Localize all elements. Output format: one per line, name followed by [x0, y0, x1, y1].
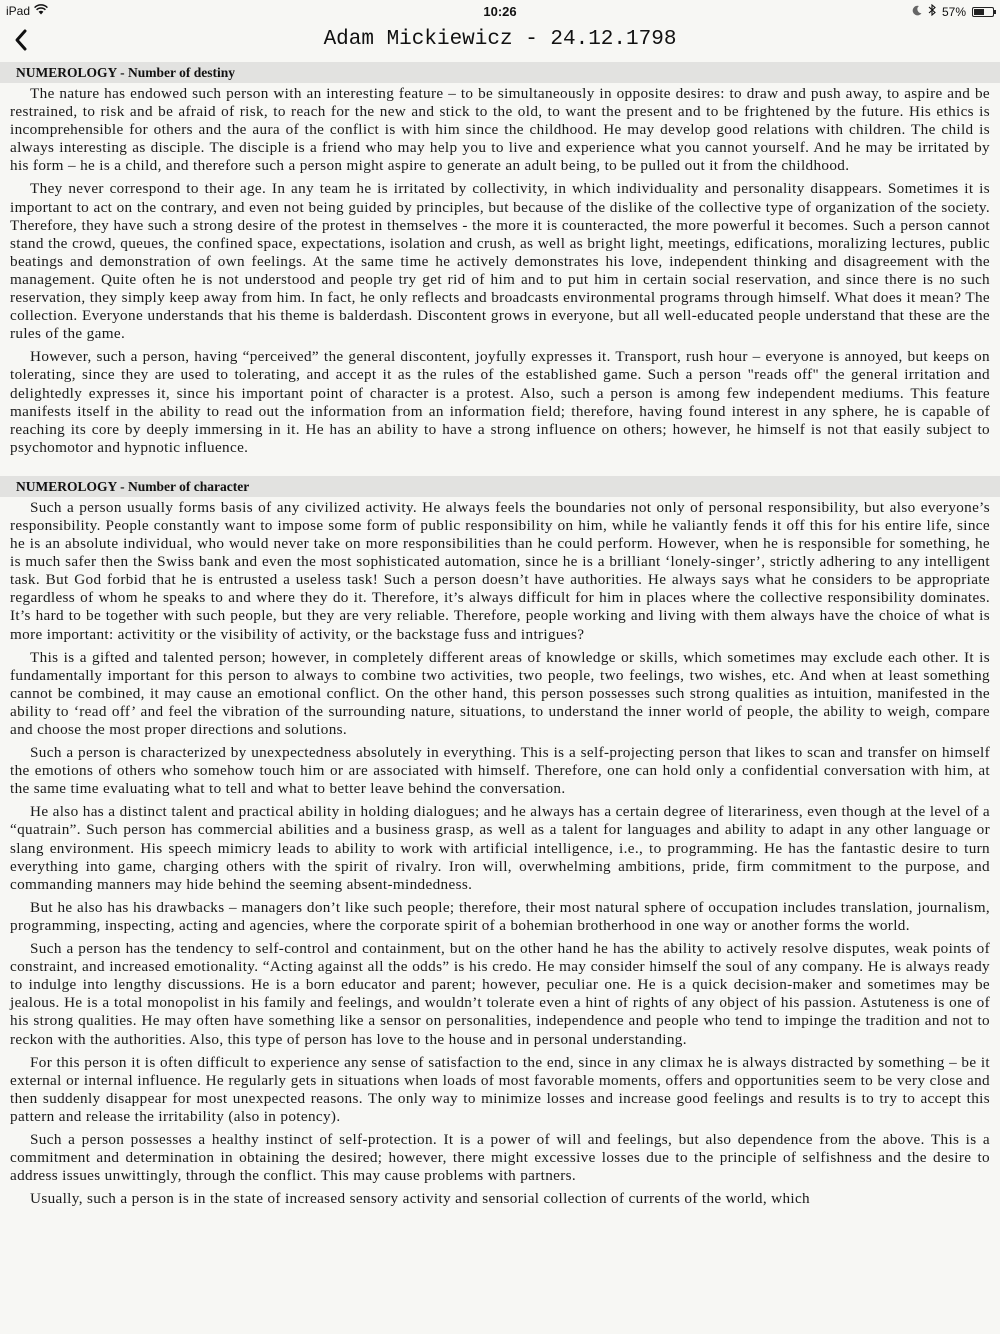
section-header: NUMEROLOGY - Number of destiny: [0, 62, 1000, 83]
paragraph: The nature has endowed such person with an interesting feature – to be simultaneously in opposite desires: to draw and push away, to aspire and be restrained, to risk and be afraid of risk, to reach for the new and stick to the old, to want the present and to be frightened by the future. His ethics is incomprehensible for others and the aura of the conflict is with him since the childhood. He may develop good relations with children. The child is always interesting as disciple. The disciple is a friend who may help you to live and experience what you cannot yourself. And he may be irritated by his form – he is a child, and therefore such a person might aspire to generate an adult being, to be pulled out it from the childhood.: [10, 85, 990, 175]
battery-percent: 57%: [941, 4, 966, 19]
page-title: Adam Mickiewicz - 24.12.1798: [323, 28, 677, 51]
moon-icon: [912, 5, 922, 19]
paragraph: He also has a distinct talent and practical ability in holding dialogues; and he always has a certain degree of literariness, even though at the level of a “quatrain”. Such person has commercial abilities and a business grasp, as well as a talent for languages and ability to adapt in any other language or slang environment. His speech mimicry leads to ability to work with artificial intelligence, i.e., to programming. He has the fantastic desire to turn everything into game, charging others with the spirit of rivalry. Iron will, overwhelming ambitions, pride, firm commitment to the purpose, and commanding manners may hide behind the seeming absent-mindedness.: [10, 803, 990, 893]
status-right: [912, 4, 994, 19]
section-destiny: [0, 62, 1000, 470]
battery-icon: [972, 7, 994, 17]
status-time: 10:26: [483, 4, 517, 19]
section-character: [0, 476, 1000, 1221]
paragraph: Usually, such a person is in the state of increased sensory activity and sensorial collection of currents of the world, which: [30, 1190, 810, 1208]
paragraph: However, such a person, having “perceived” the general discontent, joyfully expresses it. Transport, rush hour – everyone is annoyed, but keeps on tolerating, since they are used to tolerating, and accept it as the rules of the established game. Such a person "reads off" the general irritation and delightedly expresses it, since his important point of character is a protest. Also, such a person is among few independent mediums. This feature manifests itself in the ability to read out the information from an information field; therefore, having found interest in any sphere, he is capable of reaching its core by deeply immersing in it. He has an ability to have a strong influence on others; however, he himself is not that easily subject to psychomotor and hypnotic influence.: [10, 348, 990, 456]
content-scroll-area[interactable]: [0, 62, 1000, 1334]
navigation-bar: [0, 22, 1000, 62]
bluetooth-icon: [928, 4, 936, 19]
paragraph: For this person it is often difficult to experience any sense of satisfaction to the end, since in any climax he is always distracted by something – be it external or internal influence. He regularly gets in situations when loads of most favorable moments, offers and opportunities seem to be very close and then suddenly disappear for most unexpected reasons. The only way to minimize losses and increase good feelings and results is to try to accept this pattern and release the irritability (also in potency).: [10, 1053, 990, 1125]
status-bar: [0, 0, 1000, 22]
paragraph: Such a person has the tendency to self-control and containment, but on the other hand he has the ability to actively resolve disputes, weak points of constraint, and increased emotionality. “Acting against all the odds” is his credo. He may consider himself the soul of any company. He is always ready to indulge into lengthy discussions. He is a born educator and parent; however, peculiar one. He is a quick decision-maker and sometimes may be jealous. He is a total monopolist in his family and feelings, and wouldn’t tolerate even a hint of rights of any object of his passion. Astuteness is one of his strong qualities. He may often have something like a sensor on personalities, independence and people who tend to impinge the tradition and not to reckon with the authorities. Also, this type of person has love to the house and in personal understanding.: [10, 940, 990, 1048]
section-body: [0, 83, 1000, 470]
paragraph: This is a gifted and talented person; however, in completely different areas of knowledge or skills, which sometimes may exclude each other. It is fundamentally important for this person to always to combine two activities, two people, two feelings, two wishes, etc. And when at least something cannot be combined, it may cause an emotional conflict. On the other hand, this person possesses such strong qualities as intuition, manifested in the ability to ‘read off’ and feel the vibration of the surrounding nature, situations, to understand the inner world of people, the ability to weigh, compare and choose the most proper directions and solutions.: [10, 648, 990, 738]
battery-level: [974, 9, 984, 15]
paragraph: Such a person possesses a healthy instinct of self-protection. It is a power of will and feelings, but also dependence from the above. This is a commitment and determination in obtaining the desired; however, there might excessive losses due to the principle of selfishness and the desire to address issues unwittingly, through the conflict. This may cause problems with partners.: [10, 1130, 990, 1185]
paragraph: They never correspond to their age. In any team he is irritated by collectivity, in which individuality and personality disappears. Sometimes it is important to act on the contrary, and even not being guided by principles, but because of the dislike of the collective type of organization of the society. Therefore, they have such a strong desire of the protest in themselves - the more it is counteracted, the more powerful it becomes. Such a person cannot stand the crowd, queues, the confined space, expectations, isolation and crush, as well as bright light, meetings, edifications, moralizing lectures, public beatings and demonstration of own feelings. At the same time he actively demonstrates his love, independent thinking and disagreement with the management. Quite often he is not understood and people try get rid of him and to put him in certain social reservation, and since there is no such reservation, they simply keep away from him. In fact, he only reflects and broadcasts environmental programs through himself. What does it mean? The collection. Everyone understands that his theme is balderdash. Discontent grows in everyone, but all well-educated people understand that these are the rules of the game.: [10, 180, 990, 343]
paragraph: Such a person usually forms basis of any civilized activity. He always feels the boundaries not only of personal responsibility, but also everyone’s responsibility. People constantly want to impose some form of public responsibility on him, while he valiantly fends it off this for his entire life, since he is an absolute individual, who would never take on more responsibilities than he could perform. However, when he is responsible for something, he is much safer then the Swiss bank and even the most sophisticated automation, since he is a brilliant ‘lonely-singer’, strictly adhering to any intelligent task. But God forbid that he is entrusted a useless task! Such a person doesn’t have authorities. He always says what he considers to be appropriate regardless of whom he speaks to and where they do it. Therefore, it’s always difficult for him in places where the collective responsibility dominates. It’s hard to be together with such people, but they are very reliable. Therefore, people working and living with them always have the choice of what is more important: activitity or the visibility of activity, or the backstage fuss and intrigues?: [10, 498, 990, 643]
paragraph: But he also has his drawbacks – managers don’t like such people; therefore, their most natural sphere of occupation includes translation, journalism, programming, inspecting, acting and agencies, where the corporate spirit of a bohemian brotherhood in one way or another forms the world.: [10, 898, 990, 934]
section-header: NUMEROLOGY - Number of character: [0, 476, 1000, 497]
section-body: [0, 497, 1000, 1221]
device-name: iPad: [6, 4, 31, 18]
paragraph: Such a person is characterized by unexpectedness absolutely in everything. This is a self-projecting person that likes to scan and transfer on himself the emotions of others who somehow touch him or are associated with himself. Therefore, one can hold only a confidential conversation with him, at the same time evaluating what to tell and what to better leave behind the conversation.: [10, 744, 990, 798]
